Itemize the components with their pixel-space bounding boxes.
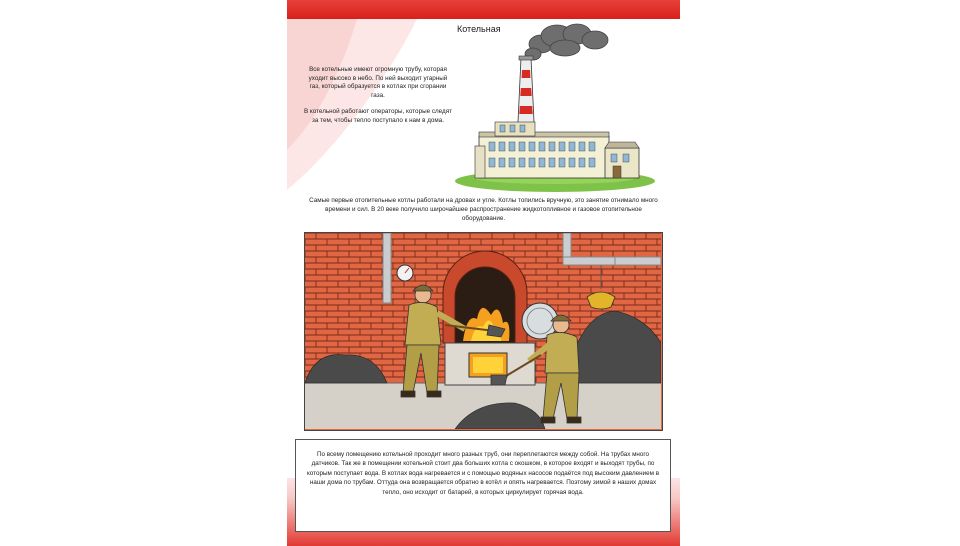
description-text: По всему помещению котельной проходит много разных труб, они переплетаются между собой. На трубах много датчиков. Так же в помещении котельной стоит два больших котла с окошком, в которое входят и выходят трубы, по которым поступает вода. В котлах вода нагревается и с помощью водяных насосов подаётся под высоким давлением в наши дома по трубам. Оттуда она возвращается обратно в котёл и опять нагревается. Поэтому зимой в наших домах тепло, оно исходит от батарей, в которых циркулирует горячая вода. (306, 451, 660, 496)
description-box (295, 439, 671, 532)
boiler-room-illustration (304, 232, 663, 431)
boiler-room-drawing (305, 233, 661, 429)
page-title: Котельная (457, 24, 501, 34)
intro-paragraph-1: Все котельные имеют огромную трубу, которая уходит высоко в небо. По ней выходит угарный газ, который образуется в котлах при сгорании газа. (308, 66, 448, 99)
history-text: Самые первые отопительные котлы работали на дровах и угле. Котлы топились вручную, это занятие отнимало много времени и сил. В 20 веке получило широчайшее распространение жидкотопливное и газовое отопительное оборудование. (309, 197, 658, 222)
intro-text (303, 66, 453, 134)
document-page (287, 0, 680, 546)
boiler-house-illustration (455, 18, 660, 193)
intro-paragraph-2: В котельной работают операторы, которые следят за тем, чтобы тепло поступало к нам в дома. (303, 108, 452, 124)
